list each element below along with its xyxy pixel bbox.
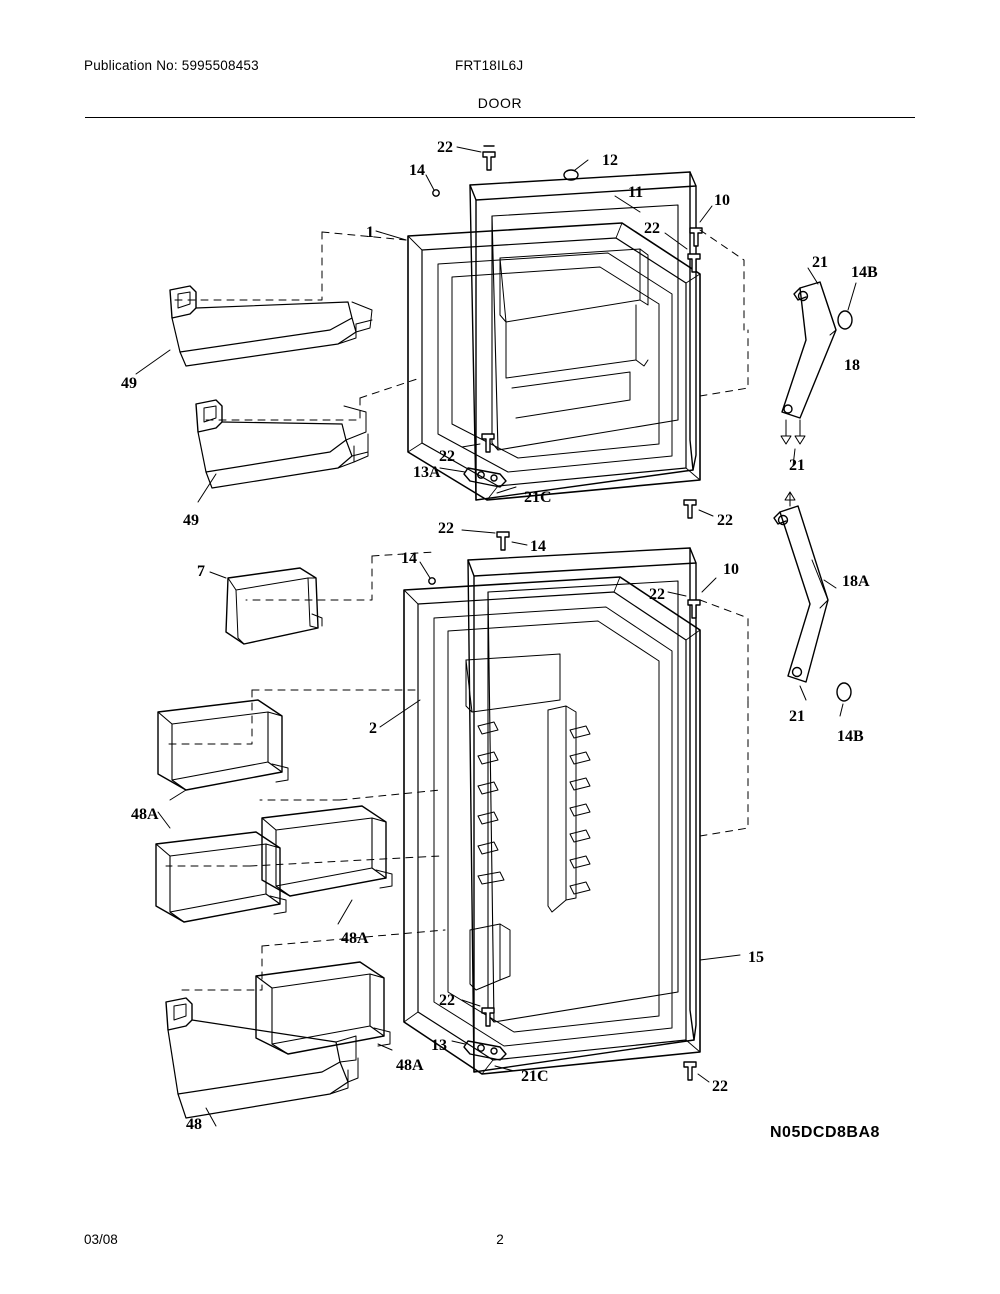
callout-label-c48: 48 xyxy=(186,1116,202,1133)
callout-label-c48A-b: 48A xyxy=(341,930,369,947)
callout-label-c49-a: 49 xyxy=(121,375,137,392)
callout-label-c7: 7 xyxy=(197,563,205,580)
callout-label-c10-b: 10 xyxy=(723,561,739,578)
callout-label-c21-c: 21 xyxy=(789,708,805,725)
callout-label-c21C-a: 21C xyxy=(524,489,552,506)
callout-label-c14B-a: 14B xyxy=(851,264,878,281)
callout-label-c21-a: 21 xyxy=(812,254,828,271)
section-title: DOOR xyxy=(477,95,523,111)
callout-label-c22-h: 22 xyxy=(712,1078,728,1095)
callout-label-c48A-a: 48A xyxy=(131,806,159,823)
publication-number: Publication No: 5995508453 xyxy=(84,58,259,73)
callout-label-c11: 11 xyxy=(628,184,644,201)
callout-label-c22-c: 22 xyxy=(439,448,455,465)
callout-label-c14-c: 14 xyxy=(401,550,417,567)
callout-label-c2: 2 xyxy=(369,720,377,737)
callout-label-c18: 18 xyxy=(844,357,860,374)
callout-label-c13A: 13A xyxy=(413,464,441,481)
callout-label-c22-b: 22 xyxy=(644,220,660,237)
callout-label-c22-top: 22 xyxy=(437,139,453,156)
callout-label-c22-d: 22 xyxy=(717,512,733,529)
callout-label-c14-a: 14 xyxy=(409,162,425,179)
callout-label-c22-g: 22 xyxy=(439,992,455,1009)
callout-label-c13: 13 xyxy=(431,1037,447,1054)
callout-label-c1: 1 xyxy=(366,224,374,241)
callout-label-c21C-b: 21C xyxy=(521,1068,549,1085)
footer-date: 03/08 xyxy=(84,1232,118,1247)
callout-label-c22-e: 22 xyxy=(438,520,454,537)
footer-page-number: 2 xyxy=(496,1232,504,1247)
callout-label-c21-b: 21 xyxy=(789,457,805,474)
drawing-code: N05DCD8BA8 xyxy=(770,1124,880,1141)
callout-label-c14B-b: 14B xyxy=(837,728,864,745)
callout-label-c49-b: 49 xyxy=(183,512,199,529)
callout-label-c15: 15 xyxy=(748,949,764,966)
callout-label-c18A: 18A xyxy=(842,573,870,590)
callout-label-c10-a: 10 xyxy=(714,192,730,209)
callout-label-c12: 12 xyxy=(602,152,618,169)
callout-label-c14-b: 14 xyxy=(530,538,546,555)
callout-label-c22-f: 22 xyxy=(649,586,665,603)
callout-label-c48A-c: 48A xyxy=(396,1057,424,1074)
model-number: FRT18IL6J xyxy=(455,58,524,73)
